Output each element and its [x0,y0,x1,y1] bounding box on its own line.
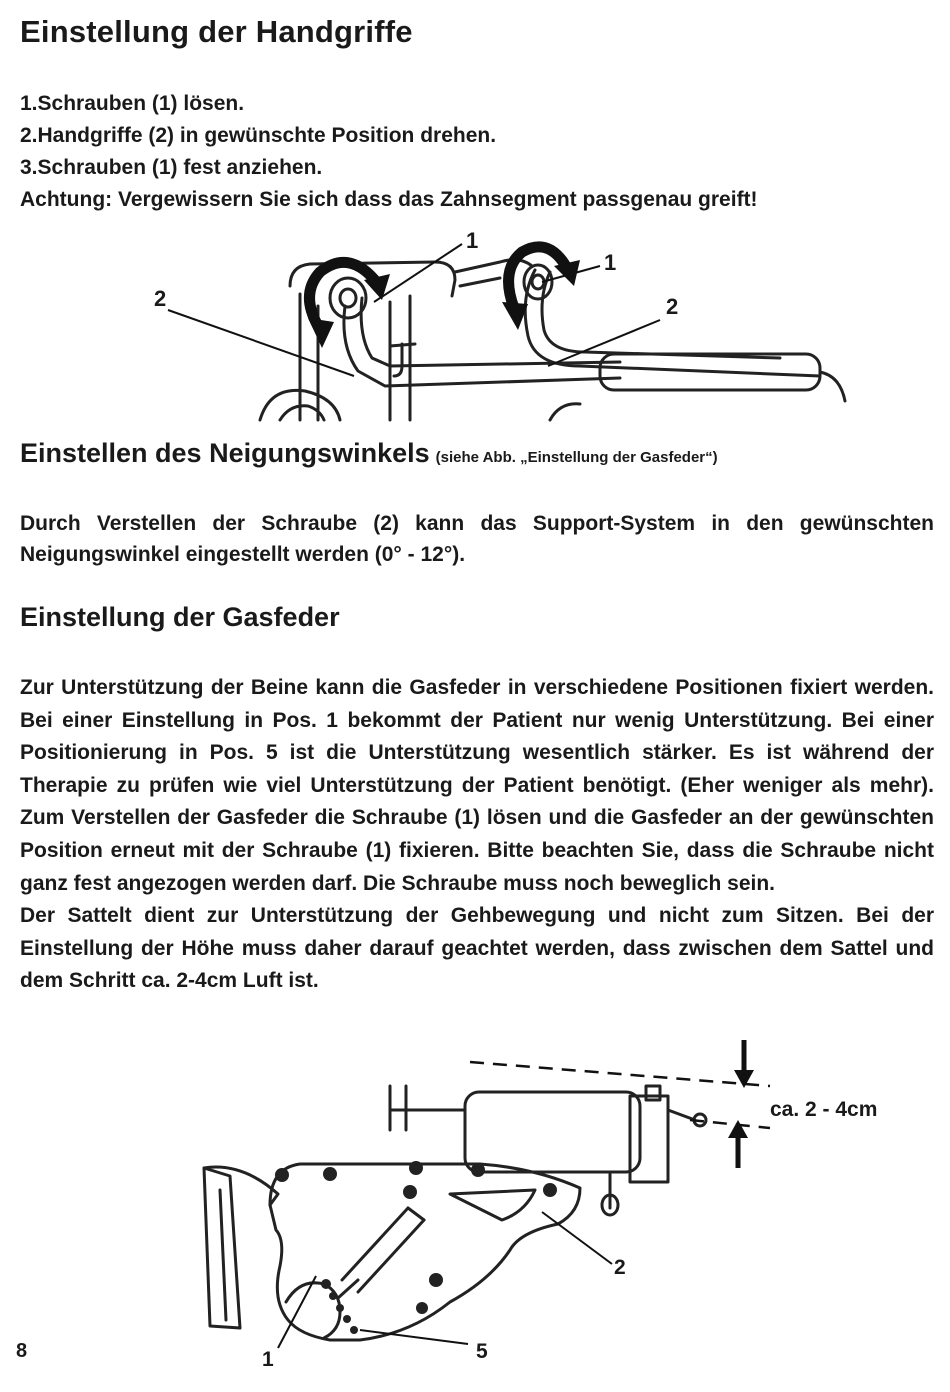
heading-tilt-angle [20,438,718,469]
label-screw-1-left: 1 [466,228,479,253]
label-screw-1-right: 1 [604,250,617,275]
label-handle-2-left: 2 [154,286,167,311]
step-2: 2.Handgriffe (2) in gewünschte Position drehen. [20,124,497,147]
label-handle-2-right: 2 [666,294,679,319]
step-3: 3.Schrauben (1) fest anziehen. [20,156,323,179]
paragraph-tilt-angle: Durch Verstellen der Schraube (2) kann das Support-System in den gewünschten Neigungswinkel eingestellt werden (0° - 12°). [20,512,934,566]
step-1: 1.Schrauben (1) lösen. [20,92,245,115]
paragraph-gas-spring-1: Zur Unterstützung der Beine kann die Gasfeder in verschiedene Positionen fixiert werden. Bei einer Einstellung in Pos. 1 bekommt der Patient nur wenig Unterstützung. Bei einer Positionierung in Pos. 5 ist die Unterstützung wesentlich stärker. Es ist während der Therapie zu prüfen wie viel Unterstützung der Patient benötigt. (Eher weniger als mehr). Zum Verstellen der Gasfeder die Schraube (1) lösen und die Gasfeder an der gewünschten Position erneut mit der Schraube (1) fixieren. Bitte beachten Sie, dass die Schraube nicht ganz fest angezogen werden darf. Die Schraube muss noch beweglich sein. [20,676,934,895]
heading-gas-spring: Einstellung der Gasfeder [20,602,340,632]
page-number: 8 [16,1340,28,1362]
gas-spring-illustration [190,1040,930,1370]
heading-handle-adjustment: Einstellung der Handgriffe [20,14,413,49]
steps-list [20,88,758,216]
handle-adjustment-illustration [140,226,860,426]
label-screw-2: 2 [614,1256,626,1279]
heading-tilt-angle-text: Einstellen des Neigungswinkels [20,438,430,468]
label-position-5: 5 [476,1340,488,1363]
heading-tilt-angle-ref: (siehe Abb. „Einstellung der Gasfeder“) [435,449,718,466]
paragraph-gas-spring [20,672,934,998]
step-warning: Achtung: Vergewissern Sie sich dass das Zahnsegment passgenau greift! [20,188,758,211]
label-position-1: 1 [262,1348,274,1370]
paragraph-gas-spring-2: Der Sattelt dient zur Unterstützung der Gehbewegung und nicht zum Sitzen. Bei der Einstellung der Höhe muss daher darauf geachtet werden, dass zwischen dem Sattel und dem Schritt ca. 2-4cm Luft ist. [20,904,934,993]
label-gap-range: ca. 2 - 4cm [770,1098,878,1121]
